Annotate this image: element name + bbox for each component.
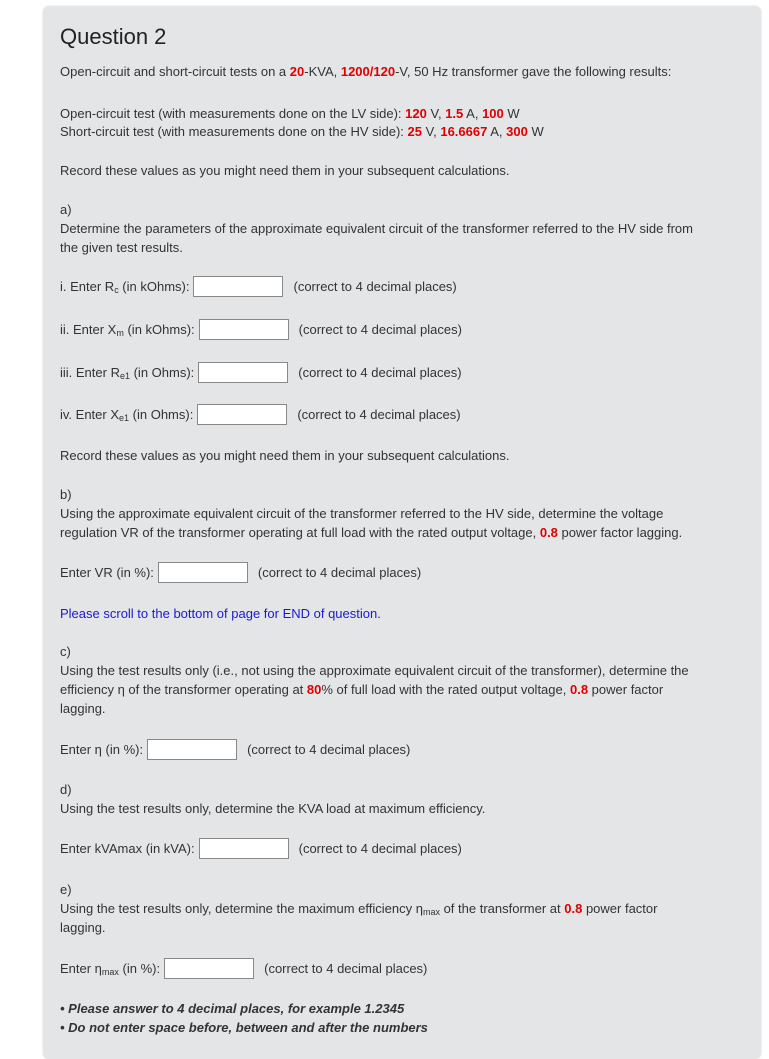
part-c-letter: c): [60, 644, 71, 659]
eta-max-hint: (correct to 4 decimal places): [264, 960, 428, 976]
scroll-note: Please scroll to the bottom of page for END of question.: [60, 606, 381, 621]
question-card: [43, 6, 761, 1059]
eta-max-input[interactable]: [164, 958, 254, 979]
eta-max-label: Enter $\eta_{max}$ (in %):: [60, 960, 161, 977]
xm-label: ii. Enter $X_m$ (in kOhms):: [60, 321, 195, 338]
page-title: Question 2: [60, 24, 167, 49]
xm-input[interactable]: [199, 319, 289, 340]
part-b-text: Using the approximate equivalent circuit of the transformer referred to the HV side, determine the voltage regulation VR of the transformer operating at full load with the rated output voltage, 0.8 power factor lagging.: [60, 506, 683, 540]
xe1-input[interactable]: [197, 404, 287, 425]
part-a-text: Determine the parameters of the approximate equivalent circuit of the transformer referred to the HV side from the given test results.: [60, 221, 693, 255]
part-b-letter: b): [60, 487, 72, 502]
vr-field-row: [60, 560, 421, 584]
oc-test-line: Open-circuit test (with measurements done on the LV side): 120 V, 1.5 A, 100 W: [60, 106, 520, 121]
part-e-text: Using the test results only, determine the maximum efficiency $\eta_{max}$ of the transformer at 0.8 power factor lagging.: [60, 901, 658, 935]
rc-field-row: [60, 274, 457, 298]
part-d-letter: d): [60, 782, 72, 797]
part-a-letter: a): [60, 202, 72, 217]
vr-label: Enter VR (in %):: [60, 564, 154, 580]
part-c-text: Using the test results only (i.e., not using the approximate equivalent circuit of the transformer), determine the efficiency η of the transformer operating at 80% of full load with the rated output voltage, 0.8 power factor lagging.: [60, 663, 689, 716]
xe1-hint: (correct to 4 decimal places): [297, 406, 461, 422]
eta-max-field-row: [60, 956, 427, 980]
xm-hint: (correct to 4 decimal places): [298, 321, 462, 337]
rc-label: i. Enter $R_c$ (in kOhms):: [60, 278, 190, 295]
xe1-label: iv. Enter $X_{e1}$ (in Ohms):: [60, 406, 194, 423]
kvamax-label: Enter kVAmax (in kVA):: [60, 840, 195, 856]
kvamax-field-row: [60, 836, 462, 860]
rc-hint: (correct to 4 decimal places): [293, 278, 457, 294]
part-d-text: Using the test results only, determine the KVA load at maximum efficiency.: [60, 801, 486, 816]
xm-field-row: [60, 317, 462, 341]
record-note-1: Record these values as you might need them in your subsequent calculations.: [60, 163, 510, 178]
rc-input[interactable]: [193, 276, 283, 297]
intro-text: Open-circuit and short-circuit tests on a 20-KVA, 1200/120-V, 50 Hz transformer gave the following results:: [60, 64, 672, 79]
sc-test-line: Short-circuit test (with measurements done on the HV side): 25 V, 16.6667 A, 300 W: [60, 124, 544, 139]
part-e-letter: e): [60, 882, 72, 897]
record-note-2: Record these values as you might need them in your subsequent calculations.: [60, 448, 510, 463]
re1-label: iii. Enter $R_{e1}$ (in Ohms):: [60, 364, 195, 381]
kvamax-hint: (correct to 4 decimal places): [298, 840, 462, 856]
eta-label: Enter η (in %):: [60, 741, 144, 757]
re1-field-row: [60, 360, 462, 384]
eta-hint: (correct to 4 decimal places): [247, 741, 411, 757]
xe1-field-row: [60, 402, 461, 426]
vr-hint: (correct to 4 decimal places): [257, 564, 422, 580]
re1-input[interactable]: [198, 362, 288, 383]
vr-input[interactable]: [158, 562, 248, 583]
note-no-spaces: • Do not enter space before, between and after the numbers: [60, 1020, 428, 1035]
eta-input[interactable]: [147, 739, 237, 760]
note-decimal-places: • Please answer to 4 decimal places, for example 1.2345: [60, 1001, 405, 1016]
kvamax-input[interactable]: [199, 838, 289, 859]
re1-hint: (correct to 4 decimal places): [298, 364, 462, 380]
eta-field-row: [60, 737, 410, 761]
